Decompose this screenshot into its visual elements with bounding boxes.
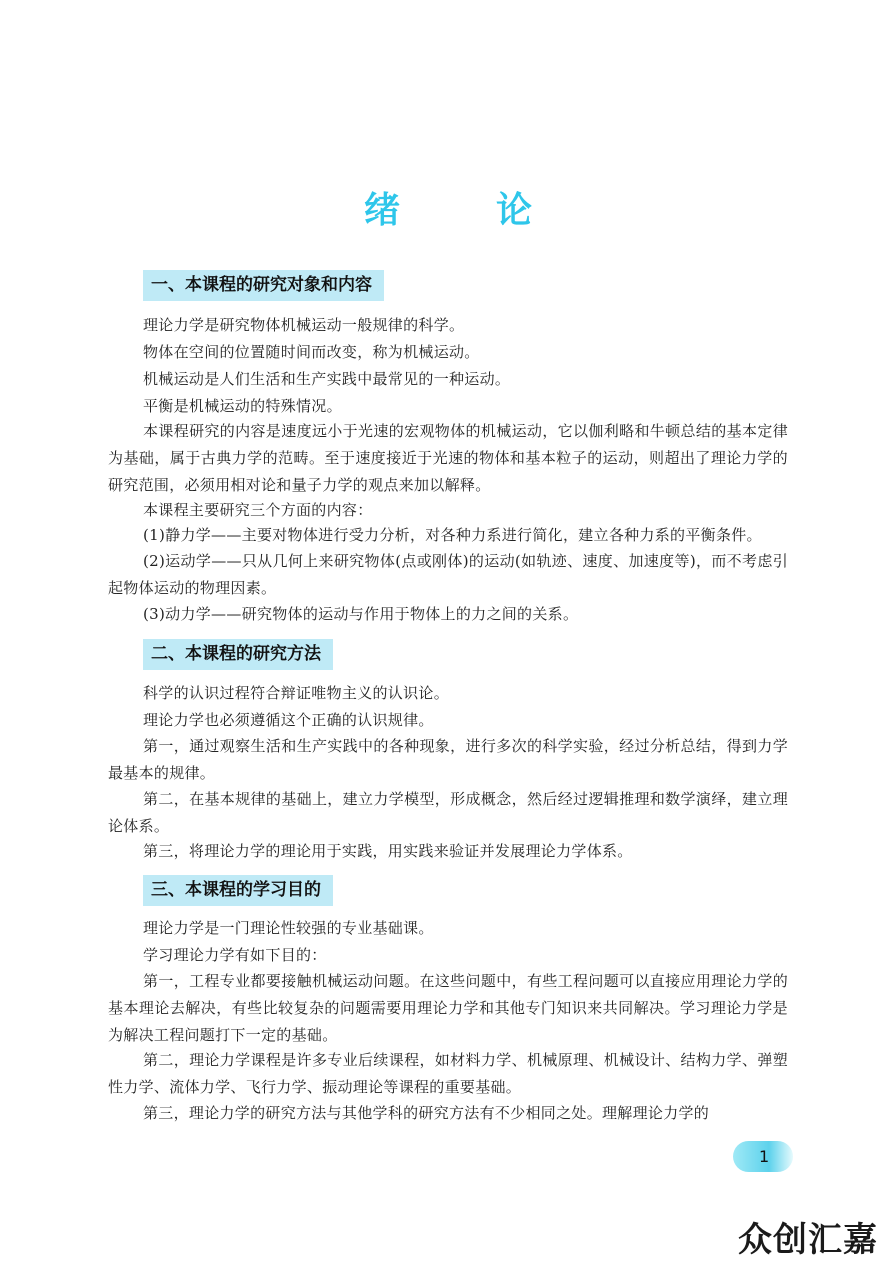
chapter-title: 绪 论 [363,190,562,231]
section-heading-3: 三、本课程的学习目的 [143,875,333,906]
paragraph: 理论力学是研究物体机械运动一般规律的科学。 [143,316,465,334]
section-heading-2: 二、本课程的研究方法 [143,639,333,670]
paragraph: 理论力学是一门理论性较强的专业基础课。 [143,919,434,937]
paragraph: 物体在空间的位置随时间而改变，称为机械运动。 [143,343,480,361]
paragraph: 平衡是机械运动的特殊情况。 [143,397,342,415]
paragraph: 第二，理论力学课程是许多专业后续课程，如材料力学、机械原理、机械设计、结构力学、弹塑性力学、流体力学、飞行力学、振动理论等课程的重要基础。 [108,1051,788,1096]
paragraph: (2)运动学——只从几何上来研究物体(点或刚体)的运动(如轨迹、速度、加速度等)，而不考虑引起物体运动的物理因素。 [108,552,788,597]
paragraph: 本课程研究的内容是速度远小于光速的宏观物体的机械运动，它以伽利略和牛顿总结的基本定律为基础，属于古典力学的范畴。至于速度接近于光速的物体和基本粒子的运动，则超出了理论力学的研究范围，必须用相对论和量子力学的观点来加以解释。 [108,422,788,494]
watermark-logo: 众创汇嘉 [738,1220,878,1260]
paragraph: 学习理论力学有如下目的： [143,946,327,964]
paragraph: 第二，在基本规律的基础上，建立力学模型，形成概念，然后经过逻辑推理和数学演绎，建立理论体系。 [108,790,788,835]
paragraph: 本课程主要研究三个方面的内容： [143,501,373,519]
paragraph: 科学的认识过程符合辩证唯物主义的认识论。 [143,684,450,702]
section-heading-1: 一、本课程的研究对象和内容 [143,270,384,301]
page-number: 1 [733,1141,793,1172]
paragraph: 机械运动是人们生活和生产实践中最常见的一种运动。 [143,370,511,388]
paragraph: 第一，工程专业都要接触机械运动问题。在这些问题中，有些工程问题可以直接应用理论力学的基本理论去解决，有些比较复杂的问题需要用理论力学和其他专门知识来共同解决。学习理论力学是为解决工程问题打下一定的基础。 [108,972,788,1044]
paragraph: 理论力学也必须遵循这个正确的认识规律。 [143,711,434,729]
paragraph: 第三，将理论力学的理论用于实践，用实践来验证并发展理论力学体系。 [143,842,633,860]
paragraph: (3)动力学——研究物体的运动与作用于物体上的力之间的关系。 [143,605,579,623]
paragraph: (1)静力学——主要对物体进行受力分析，对各种力系进行简化，建立各种力系的平衡条件。 [143,526,762,544]
paragraph: 第一，通过观察生活和生产实践中的各种现象，进行多次的科学实验，经过分析总结，得到力学最基本的规律。 [108,737,788,782]
paragraph: 第三，理论力学的研究方法与其他学科的研究方法有不少相同之处。理解理论力学的 [143,1104,710,1122]
